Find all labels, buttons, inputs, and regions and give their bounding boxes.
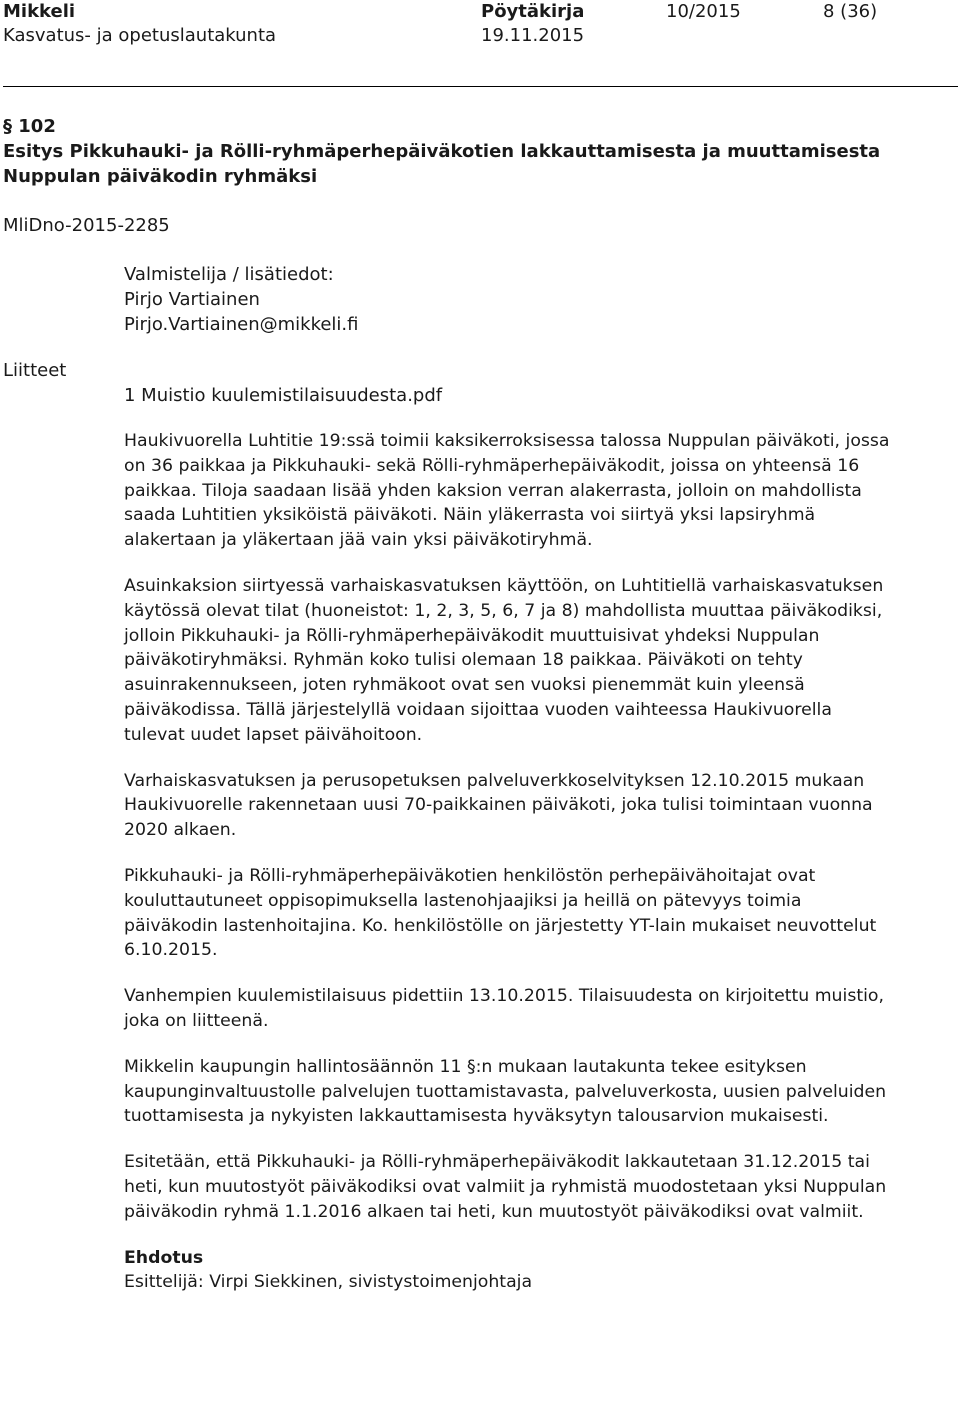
header-organization: Mikkeli — [3, 1, 76, 22]
header-unit: Kasvatus- ja opetuslautakunta — [3, 25, 277, 46]
header-doc-type: Pöytäkirja — [481, 1, 585, 22]
body-paragraph: Asuinkaksion siirtyessä varhaiskasvatuksen käyttöön, on Luhtitiellä varhaiskasvatuksen käytössä olevat tilat (huoneistot: 1, 2, 3, 5, 6, 7 ja 8) mahdollista muuttaa päiväkodiksi, jolloin Pikkuhauki- ja Rölli-ryhmäperhepäiväkodit muuttuisivat yhdeksi Nuppulan päiväkotiryhmäksi. Ryhmän koko tulisi olemaan 18 paikkaa. Päiväkoti on tehty asuinrakennukseen, joten ryhmäkoot ovat sen vuoksi pienemmät kuin yleensä päiväkodissa. Tällä järjestelyllä voidaan sijoittaa vuoden vaihteessa Haukivuorella tulevat uudet lapset päivähoitoon. — [124, 575, 884, 745]
section-number: § 102 — [3, 116, 56, 137]
header-doc-number: 10/2015 — [666, 1, 741, 22]
body-paragraph: Pikkuhauki- ja Rölli-ryhmäperhepäiväkotien henkilöstön perhepäivähoitajat ovat kouluttautuneet oppisopimuksella lastenohjaajiksi ja heillä on pätevyys toimia päiväkodin lastenhoitajina. Ko. henkilöstölle on järjestetty YT-lain mukaiset neuvottelut 6.10.2015. — [124, 865, 877, 961]
body-paragraph: Haukivuorella Luhtitie 19:ssä toimii kaksikerroksisessa talossa Nuppulan päiväkoti, jossa on 36 paikkaa ja Pikkuhauki- sekä Rölli-ryhmäperhepäiväkodit, joissa on yhteensä 16 paikkaa. Tiloja saadaan lisää yhden kaksion verran alakerrasta, jolloin on mahdollista saada Luhtitien yksiköistä päiväkoti. Näin yläkerrasta voi siirtyä yksi lapsiryhmä alakertaan ja yläkertaan jää vain yksi päiväkotiryhmä. — [124, 431, 890, 551]
diary-number: MliDno-2015-2285 — [3, 215, 170, 236]
preparer-name: Pirjo Vartiainen — [124, 289, 260, 310]
body-paragraph: Mikkelin kaupungin hallintosäännön 11 §:n mukaan lautakunta tekee esityksen kaupunginvaltuustolle palvelujen tuottamistavasta, palveluverkosta, uusien palveluiden tuottamisesta ja nykyisten lakkauttamisesta hyväksytyn talousarvion mukaisesti. — [124, 1056, 887, 1127]
attachment-item: 1 Muistio kuulemistilaisuudesta.pdf — [124, 385, 443, 406]
body-paragraph: Varhaiskasvatuksen ja perusopetuksen palveluverkkoselvityksen 12.10.2015 mukaan Haukivuorelle rakennetaan uusi 70-paikkainen päiväkoti, joka tulisi toimintaan vuonna 2020 alkaen. — [124, 770, 873, 841]
attachments-label: Liitteet — [3, 360, 67, 381]
section-title: Esitys Pikkuhauki- ja Rölli-ryhmäperhepäiväkotien lakkauttamisesta ja muuttamisesta Nuppulan päiväkodin ryhmäksi — [3, 141, 881, 187]
body-paragraph: Esitetään, että Pikkuhauki- ja Rölli-ryhmäperhepäiväkodit lakkautetaan 31.12.2015 tai heti, kun muutostyöt päiväkodiksi ovat valmiit ja ryhmistä muodostetaan yksi Nuppulan päiväkodin ryhmä 1.1.2016 alkaen tai heti, kun muutostyöt päiväkodiksi ovat valmiit. — [124, 1152, 887, 1222]
header-date: 19.11.2015 — [481, 25, 585, 46]
header-divider — [3, 86, 958, 87]
preparer-block — [124, 262, 358, 337]
decision-heading: Ehdotus — [124, 1247, 204, 1268]
document-body — [124, 429, 896, 1295]
preparer-label: Valmistelija / lisätiedot: — [124, 264, 334, 285]
preparer-email: Pirjo.Vartiainen@mikkeli.fi — [124, 314, 359, 335]
body-paragraph: Vanhempien kuulemistilaisuus pidettiin 13.10.2015. Tilaisuudesta on kirjoitettu muistio, joka on liitteenä. — [124, 986, 884, 1031]
decision-presenter: Esittelijä: Virpi Siekkinen, sivistystoimenjohtaja — [124, 1272, 533, 1293]
header-page-number: 8 (36) — [823, 1, 878, 22]
